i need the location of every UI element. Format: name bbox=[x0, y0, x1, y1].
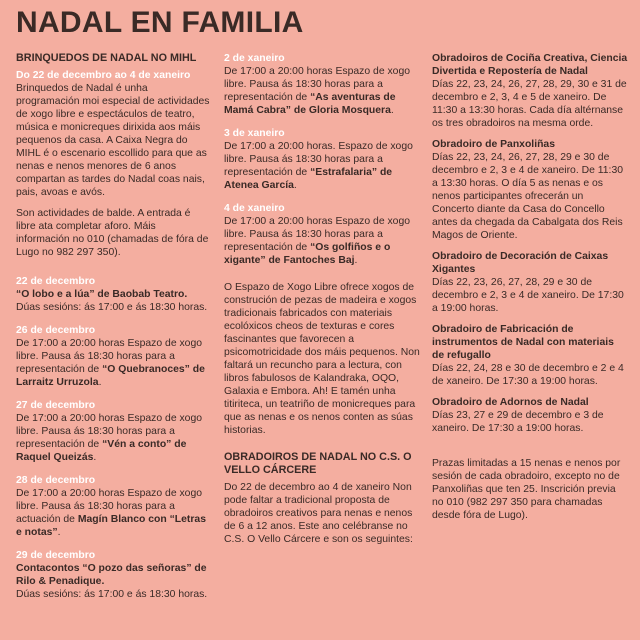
event-show: Magín Blanco con “Letras e notas” bbox=[16, 514, 206, 538]
page-title: NADAL EN FAMILIA bbox=[16, 6, 304, 39]
column-workshops bbox=[432, 52, 628, 522]
workshop-name: Obradoiros de Cociña Creativa, Ciencia Divertida e Repostería de Nadal bbox=[432, 53, 628, 77]
event-show: “O Quebranoces” de Larraitz Urruzola bbox=[16, 364, 205, 388]
espazo-text: O Espazo de Xogo Libre ofrece xogos de construción de pezas de madeira e xogos tradicionais fabricados con materiais ecolóxicos cheos de texturas e cores fascinantes que favorecen a psicomotricidade dos máis pequenos. Non faltará un recuncho para a lectura, con libros fabulosos de Kalandraka, OQO, Galaxia e Embora. Ah! E tamén unha titiriteca, un teatriño de monicreques para que as nenas e os nenos conten as súas historias. bbox=[224, 282, 420, 436]
workshop-name: Obradoiro de Decoración de Caixas Xigantes bbox=[432, 251, 609, 275]
event-before: De 17:00 a 20:00 horas Espazo de xogo libre. Pausa ás 18:30 horas para a representación de bbox=[224, 66, 411, 103]
event-date: 27 de decembro bbox=[16, 400, 96, 411]
event-before: De 17:00 a 20:00 horas Espazo de xogo libre. Pausa ás 18:30 horas para a representación de bbox=[16, 413, 203, 450]
event-after: . bbox=[93, 452, 97, 463]
intro-date: Do 22 de decembro ao 4 de xaneiro bbox=[16, 70, 191, 81]
event-after: . bbox=[390, 105, 394, 116]
event-before: De 17:00 a 20:00 horas Espazo de xogo libre. Pausa ás 18:30 horas para a actuación de bbox=[16, 488, 203, 525]
event-date: 29 de decembro bbox=[16, 550, 96, 561]
event-after: . bbox=[57, 527, 61, 538]
column-xaneiro bbox=[224, 52, 420, 546]
event-after: . bbox=[98, 377, 102, 388]
workshop-name: Obradoiro de Adornos de Nadal bbox=[432, 397, 589, 408]
event-before: De 17:00 a 20:00 horas Espazo de xogo libre. Pausa ás 18:30 horas para a representación de bbox=[16, 338, 203, 375]
column-brinquedos bbox=[16, 52, 212, 601]
event-after: Dúas sesións: ás 17:00 e ás 18:30 horas. bbox=[16, 302, 208, 313]
workshop-text: Días 22, 23, 24, 26, 27, 28, 29 e 30 de decembro e 2, 3 e 4 de xaneiro. De 11:30 a 13:30 horas. O día 5 as nenas e os nenos participantes ofrecerán un Concerto diante da Casa do Concello antes da chegada da Cabalgata dos Reis Magos de Oriente. bbox=[432, 152, 624, 241]
section-heading-obradoiros: OBRADOIROS DE NADAL NO C.S. O VELLO CÁRCERE bbox=[224, 451, 412, 476]
obradoiros-text: Do 22 de decembro ao 4 de xaneiro Non pode faltar a tradicional proposta de obradoiros creativos para nenas e nenos de 6 a 12 anos. Este ano celébranse no C.S. O Vello Cárcere e son os seguintes: bbox=[224, 482, 413, 545]
footer-text: Prazas limitadas a 15 nenas e nenos por sesión de cada obradoiro, excepto no de Panxoliñas que ten 25. Inscrición previa no 010 (982 297 350 para chamadas desde fóra de Lugo). bbox=[432, 458, 621, 521]
event-show: “Estrafalaria” de Atenea García bbox=[224, 167, 393, 191]
event-text bbox=[224, 215, 420, 267]
event-date: 28 de decembro bbox=[16, 475, 96, 486]
workshop-text: Días 22, 24, 28 e 30 de decembro e 2 e 4 de xaneiro. De 17:30 a 19:00 horas. bbox=[432, 363, 624, 387]
event-text bbox=[224, 140, 420, 192]
free-entry-text: Son actividades de balde. A entrada é libre ata completar aforo. Máis información no 010 (chamadas de fóra de Lugo no 982 297 350). bbox=[16, 208, 209, 258]
event-show: Contacontos “O pozo das señoras” de Rilo & Penadique. bbox=[16, 563, 207, 587]
event-text bbox=[16, 487, 212, 539]
event-after: Dúas sesións: ás 17:00 e ás 18:30 horas. bbox=[16, 589, 208, 600]
event-date: 2 de xaneiro bbox=[224, 53, 285, 64]
event-date: 3 de xaneiro bbox=[224, 128, 285, 139]
event-date: 22 de decembro bbox=[16, 276, 96, 287]
event-text bbox=[16, 337, 212, 389]
event-date: 4 de xaneiro bbox=[224, 203, 285, 214]
workshop-name: Obradoiro de Fabricación de instrumentos de Nadal con materiais de refugallo bbox=[432, 324, 614, 361]
intro-text: Brinquedos de Nadal é unha programación moi especial de actividades de xogo libre e espectáculos de teatro, música e monicreques dirixida aos máis pequenos da casa. A Caixa Negra do MIHL é o escenario escollido para que as nenas e nenos menores de 6 anos compartan as tardes do Nadal coas nais, pais, avoas e avós. bbox=[16, 83, 210, 198]
event-after: . bbox=[293, 180, 297, 191]
event-after: . bbox=[354, 255, 358, 266]
event-show: “Vén a conto” de Raquel Queizás bbox=[16, 439, 187, 463]
workshop-name: Obradoiro de Panxoliñas bbox=[432, 139, 555, 150]
event-before: De 17:00 a 20:00 horas. Espazo de xogo libre. Pausa ás 18:30 horas para a representación de bbox=[224, 141, 413, 178]
event-show: “O lobo e a lúa” de Baobab Teatro. bbox=[16, 289, 188, 300]
event-before: De 17:00 a 20:00 horas Espazo de xogo libre. Pausa ás 18:30 horas para a representación de bbox=[224, 216, 411, 253]
event-text bbox=[224, 65, 420, 117]
workshop-text: Días 22, 23, 26, 27, 28, 29 e 30 de decembro e 2, 3 e 4 de xaneiro. De 17:30 a 19:00 horas. bbox=[432, 277, 624, 314]
event-text bbox=[16, 412, 212, 464]
event-text bbox=[16, 288, 212, 314]
event-text bbox=[16, 562, 212, 601]
event-date: 26 de decembro bbox=[16, 325, 96, 336]
workshop-text: Días 23, 27 e 29 de decembro e 3 de xaneiro. De 17:30 a 19:00 horas. bbox=[432, 410, 604, 434]
workshop-text: Días 22, 23, 24, 26, 27, 28, 29, 30 e 31 de decembro e 2, 3, 4 e 5 de xaneiro. De 11:30 a 13:30 horas. Cada día altérnanse os tres obradoiros na mesma orde. bbox=[432, 79, 627, 129]
event-show: “As aventuras de Mamá Cabra” de Gloria Mosquera bbox=[224, 92, 396, 116]
event-show: “Os golfiños e o xigante” de Fantoches Baj bbox=[224, 242, 391, 266]
section-heading-brinquedos: BRINQUEDOS DE NADAL NO MIHL bbox=[16, 52, 197, 64]
